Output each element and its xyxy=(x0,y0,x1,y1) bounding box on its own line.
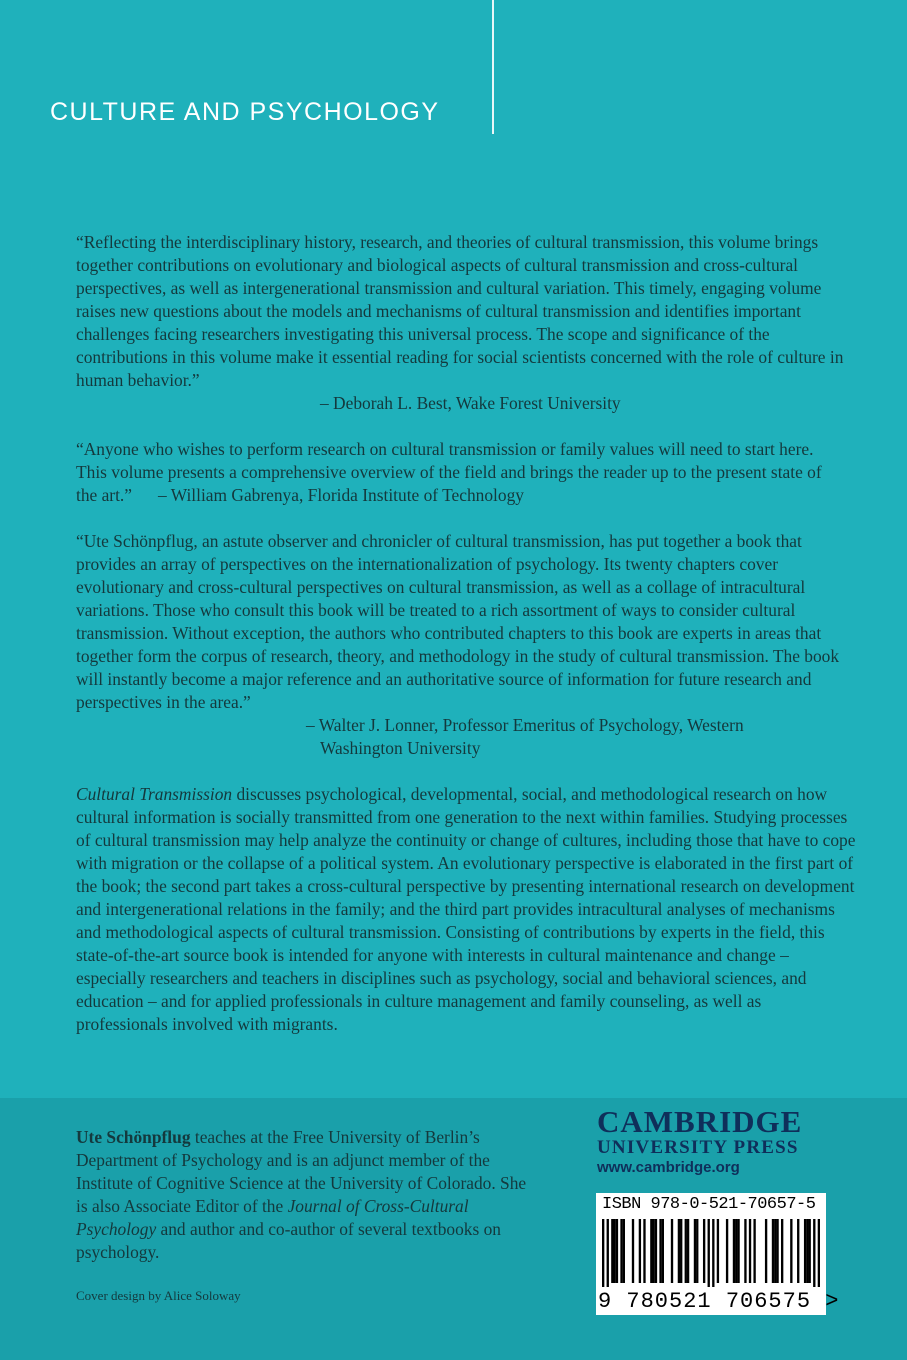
divider-line xyxy=(492,0,494,134)
barcode-bar xyxy=(623,1219,625,1283)
barcode-bar xyxy=(733,1219,735,1283)
barcode-bar xyxy=(744,1219,746,1283)
endorsement-attribution: – Deborah L. Best, Wake Forest University xyxy=(320,393,621,413)
author-name: Ute Schönpflug xyxy=(76,1127,191,1147)
barcode-bar xyxy=(602,1219,604,1287)
barcode-bar xyxy=(781,1219,783,1283)
barcode-bar xyxy=(616,1219,618,1283)
endorsement-quote-text: “Anyone who wishes to perform research on cultural transmission or family values will need to start here. This volume presents a comprehensive overview of the field and brings the reader up to the present state of the art.” xyxy=(76,439,822,505)
barcode-bar xyxy=(678,1219,680,1283)
barcode-digits: 9 780521 706575 > xyxy=(598,1289,840,1314)
publisher-url: www.cambridge.org xyxy=(597,1159,740,1176)
barcode-bar xyxy=(659,1219,661,1283)
endorsement-attribution: – Walter J. Lonner, Professor Emeritus of Psychology, Western xyxy=(306,715,744,735)
barcode-bar xyxy=(620,1219,622,1283)
publisher-name: CAMBRIDGE xyxy=(597,1104,803,1139)
book-title: Cultural Transmission xyxy=(76,784,233,804)
barcode-bar xyxy=(772,1219,774,1283)
barcode-bar xyxy=(790,1219,792,1283)
barcode-bar xyxy=(662,1219,664,1283)
barcode-bar xyxy=(696,1219,698,1283)
barcode-bar xyxy=(809,1219,811,1283)
barcode-bars xyxy=(602,1219,820,1287)
barcode-bar xyxy=(655,1219,657,1283)
barcode-bar xyxy=(804,1219,806,1283)
barcode-bar xyxy=(737,1219,739,1283)
barcode-bar xyxy=(607,1219,609,1287)
description-text: discusses psychological, developmental, social, and methodological research on how cultural information is socially transmitted from one generation to the next within families. Studying processes of cultural transmission may help analyze the continuity or change of cultures, including those that have to cope with migration or the collapse of a political system. An evolutionary perspective is elaborated in the first part of the book; the second part takes a cross-cultural perspective by presenting international research on development and intergenerational relations in the family; and the third part provides intracultural analyses of mechanisms and methodological aspects of cultural transmission. Consisting of contributions by experts in the field, this state-of-the-art source book is intended for anyone with interests in cultural maintenance and change – especially researchers and teachers in disciplines such as psychology, social and behavioral sciences, and education – and for applied professionals in culture management and family counseling, as well as professionals involved with migrants. xyxy=(76,784,856,1034)
publisher-logo xyxy=(597,1106,837,1178)
barcode xyxy=(596,1193,840,1315)
barcode-bar xyxy=(643,1219,645,1283)
barcode-bar xyxy=(753,1219,755,1283)
barcode-bar xyxy=(774,1219,776,1283)
barcode-bar xyxy=(650,1219,652,1283)
bio-text: and author and co-author of several textbooks on psychology. xyxy=(76,1219,501,1262)
barcode-bar xyxy=(703,1219,705,1283)
barcode-bar xyxy=(639,1219,641,1283)
cover-credit: Cover design by Alice Soloway xyxy=(76,1288,241,1303)
barcode-bar xyxy=(726,1219,728,1283)
barcode-bar xyxy=(687,1219,689,1283)
barcode-bar xyxy=(712,1219,714,1287)
barcode-bar xyxy=(717,1219,719,1283)
barcode-bar xyxy=(613,1219,615,1283)
barcode-bar xyxy=(694,1219,696,1283)
barcode-bar xyxy=(735,1219,737,1283)
barcode-bar xyxy=(776,1219,778,1283)
barcode-bar xyxy=(652,1219,654,1283)
series-title: CULTURE AND PSYCHOLOGY xyxy=(50,98,440,126)
barcode-bar xyxy=(632,1219,634,1283)
endorsement-quote: “Ute Schönpflug, an astute observer and chronicler of cultural transmission, has put together a book that provides an array of perspectives on the internationalization of psychology. Its twenty chapters cover evolutionary and cross-cultural perspectives on cultural transmission, as well as a collage of intracultural variations. Those who consult this book will be treated to a rich assortment of ways to consider cultural transmission. Without exception, the authors who contributed chapters to this book are experts in areas that together form the corpus of research, theory, and methodology in the study of cultural transmission. The book will instantly become a major reference and an authoritative source of information for future research and perspectives in the area.” xyxy=(76,531,840,712)
barcode-bar xyxy=(685,1219,687,1283)
book-description xyxy=(76,783,856,1036)
barcode-bar xyxy=(749,1219,751,1283)
endorsement-quote xyxy=(76,438,824,507)
author-bio xyxy=(76,1126,536,1264)
journal-title: Journal of Cross-Cultural Psychology xyxy=(76,1196,469,1239)
barcode-bar xyxy=(671,1219,673,1283)
barcode-bar xyxy=(611,1219,613,1283)
barcode-bar xyxy=(818,1219,820,1287)
barcode-bar xyxy=(765,1219,767,1283)
publisher-subname: UNIVERSITY PRESS xyxy=(597,1137,799,1158)
endorsement-attribution: – William Gabrenya, Florida Institute of Technology xyxy=(158,485,524,505)
barcode-bar xyxy=(806,1219,808,1283)
barcode-bar xyxy=(680,1219,682,1283)
isbn-label: ISBN 978-0-521-70657-5 xyxy=(602,1195,816,1214)
bio-text: teaches at the Free University of Berlin’s Department of Psychology and is an adjunct member of the Institute of Cognitive Science at the University of Colorado. She is also Associate Editor of the xyxy=(76,1127,527,1216)
barcode-bar xyxy=(797,1219,799,1283)
endorsement-quote: “Reflecting the interdisciplinary history, research, and theories of cultural transmission, this volume brings together contributions on evolutionary and biological aspects of cultural transmission and cross-cultural perspectives, as well as intergenerational transmission and cultural variation. This timely, engaging volume raises new questions about the models and mechanisms of cultural transmission and identifies important challenges facing researchers investigating this universal process. The scope and significance of the contributions in this volume make it essential reading for social scientists concerned with the role of culture in human behavior.” xyxy=(76,232,844,390)
barcode-bar xyxy=(813,1219,815,1287)
barcode-bar xyxy=(708,1219,710,1287)
endorsement-attribution: Washington University xyxy=(320,738,481,758)
